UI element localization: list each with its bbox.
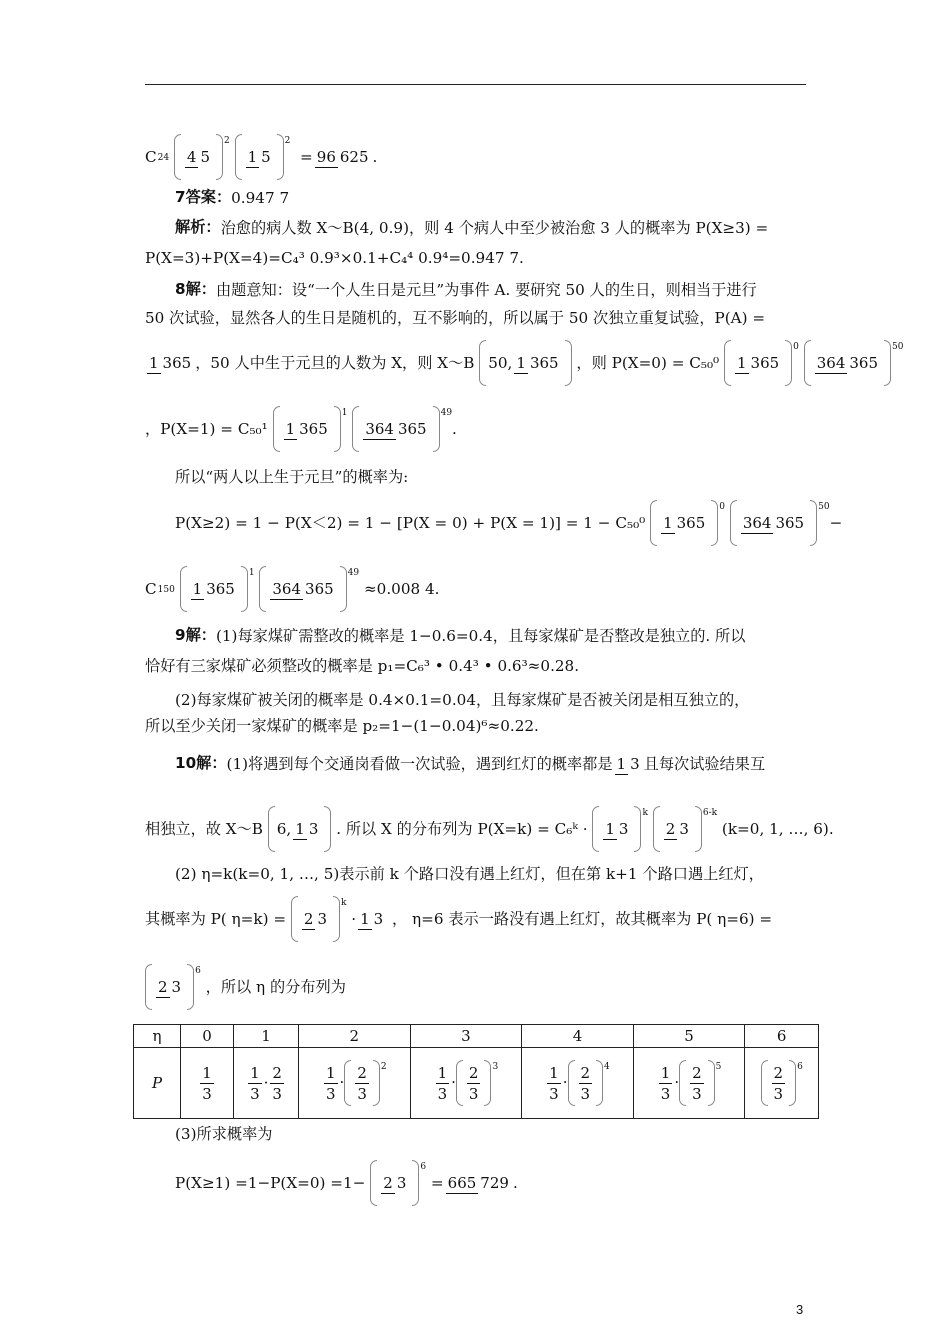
table-cell: 2 xyxy=(299,1025,411,1048)
table-cell: $\frac{2}{3}$ $^6$ xyxy=(745,1048,819,1119)
table-header-row xyxy=(134,1025,819,1048)
table-cell: 4 xyxy=(522,1025,634,1048)
table-cell: $\frac{1}{3}$ · $\frac{2}{3}$ $^3$ xyxy=(410,1048,522,1119)
solution-9-label: 9解： xyxy=(175,626,216,644)
answer-7 xyxy=(175,186,806,209)
solution-8-line6: P(X≥2) = 1 − P(X＜2) = 1 − [P(X = 0) + P(X = 1)] = 1 − C₅₀⁰ 1 $365^0$ 364 $365^{50}-$ xyxy=(175,496,806,548)
table-cell: $\frac{1}{3}$ · $\frac{2}{3}$ $^4$ xyxy=(522,1048,634,1119)
table-cell: $\frac{1}{3}$ · $\frac{2}{3}$ $^2$ xyxy=(299,1048,411,1119)
solution-8-line4: ，P(X=1) = C₅₀¹ 1 $365^1$ 364 $365^{49}$. xyxy=(145,402,806,454)
solution-10-line4: 其概率为 P( η=k) = 2 $3^k \cdot 1$ 3 ， η=6 表示一路没有遇上红灯，故其概率为 P( η=6) = xyxy=(145,892,806,944)
solution-9-line2: 恰好有三家煤矿必须整改的概率是 p₁=C₆³ • 0.4³ • 0.6³≈0.28. xyxy=(145,657,580,675)
solution-8-line7: C150 1 $365^1$ 364 $365^{49} \approx 0.008$ 4. xyxy=(145,562,806,614)
distribution-table xyxy=(133,1024,819,1119)
solution-10-line1: 10解：(1)将遇到每个交通岗看做一次试验，遇到红灯的概率都是 1 3 且每次试验结果互 xyxy=(175,754,766,774)
table-cell: $\frac{1}{3}$ xyxy=(181,1048,234,1119)
table-cell: $\frac{1}{3}$ · $\frac{2}{3}$ xyxy=(234,1048,299,1119)
table-cell: P xyxy=(134,1048,181,1119)
answer-7-label: 7答案： xyxy=(175,188,232,206)
solution-10-line5: 2 $3^6$ ，所以 η 的分布列为 xyxy=(145,960,806,1012)
solution-10-line7: P(X≥1) =1−P(X=0) =1− 2 $3^6 = 665$ 729 . xyxy=(175,1156,806,1208)
solution-8-line5: 所以“两人以上生于元旦”的概率为: xyxy=(175,468,409,486)
solution-8-line3: 1 365 ，50 人中生于元旦的人数为 X，则 X～B 50, 1 365 ，则 P(X=0) = C₅₀⁰ 1 $365^0$ 364 $365^{50}$ xyxy=(145,336,806,388)
solution-9-line1: 9解：(1)每家煤矿需整改的概率是 1−0.6=0.4，且每家煤矿是否整改是独立的. 所以 xyxy=(175,626,746,645)
solution-10-line3: (2) η=k(k=0, 1, …, 5)表示前 k 个路口没有遇上红灯，但在第 k+1 个路口遇上红灯， xyxy=(175,865,764,883)
solution-8-line1: 8解：由题意知：设“一个人生日是元旦”为事件 A. 要研究 50 人的生日，则相当于进行 xyxy=(175,280,757,299)
table-prob-row xyxy=(134,1048,819,1119)
table-cell: 5 xyxy=(633,1025,745,1048)
table-cell: $\frac{1}{3}$ · $\frac{2}{3}$ $^5$ xyxy=(633,1048,745,1119)
answer-7-value: 0.947 7 xyxy=(231,189,290,207)
table-cell: η xyxy=(134,1025,181,1048)
combination-c42: C24 xyxy=(145,148,170,166)
analysis-label: 解析： xyxy=(175,218,221,236)
page-number: 3 xyxy=(796,1302,804,1317)
header-rule xyxy=(145,84,806,85)
solution-10-line2: 相独立，故 X～B 6, 1 3 . 所以 X 的分布列为 P(X=k) = C₆ᵏ · 1 3$^k$ 2 3$^{6-k}$ (k=0, 1, …, 6). xyxy=(145,802,806,852)
analysis-7-line2: P(X=3)+P(X=4)=C₄³ 0.9³×0.1+C₄⁴ 0.9⁴=0.947 7. xyxy=(145,249,524,267)
solution-10-label: 10解： xyxy=(175,754,227,772)
solution-9-line3: (2)每家煤矿被关闭的概率是 0.4×0.1=0.04，且每家煤矿是否被关闭是相互独立的， xyxy=(175,691,750,709)
table-cell: 6 xyxy=(745,1025,819,1048)
table-cell: 3 xyxy=(410,1025,522,1048)
table-cell: 1 xyxy=(234,1025,299,1048)
solution-8-label: 8解： xyxy=(175,280,216,298)
solution-10-line6: (3)所求概率为 xyxy=(175,1125,273,1143)
solution-8-line2: 50 次试验，显然各人的生日是随机的，互不影响的，所以属于 50 次独立重复试验，P(A) = xyxy=(145,309,766,327)
table-cell: 0 xyxy=(181,1025,234,1048)
formula-line-c42: C24 4 $5^2$ 1 $5^2 = 96$ 625 . xyxy=(145,130,806,180)
analysis-7-line1: 解析：治愈的病人数 X～B(4, 0.9)，则 4 个病人中至少被治愈 3 人的概率为 P(X≥3) = xyxy=(175,218,769,237)
solution-9-line4: 所以至少关闭一家煤矿的概率是 p₂=1−(1−0.04)⁶≈0.22. xyxy=(145,717,539,735)
